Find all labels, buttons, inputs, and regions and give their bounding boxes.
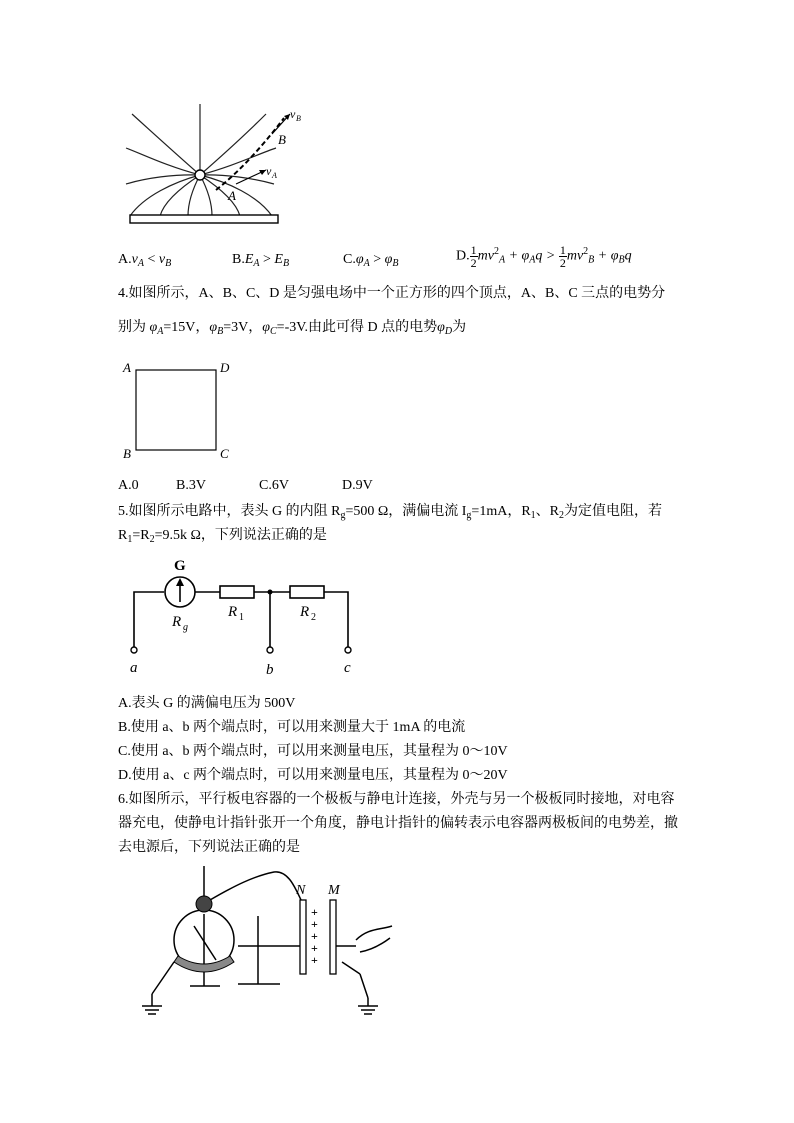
q4-stem-line1: 4.如图所示，A、B、C、D 是匀强电场中一个正方形的四个顶点，A、B、C 三点的电势分 [118, 286, 666, 301]
q3-option-a: $A.v_A < v_B$ [118, 252, 172, 269]
q5-option-b: B.使用 a、b 两个端点时，可以用来测量大于 1mA 的电流 [118, 720, 466, 735]
q3-option-c: $C.\varphi_A > \varphi_B$ [343, 252, 399, 269]
q5-fig-b: b [266, 662, 274, 678]
q4-square-figure [118, 358, 238, 464]
q5-fig-a: a [130, 660, 138, 676]
q6-fig-M: M [328, 883, 340, 898]
svg-text:+: + [311, 929, 318, 943]
q5-fig-R2: R [300, 604, 310, 620]
svg-text:+: + [311, 917, 318, 931]
q5-circuit-figure [120, 552, 360, 682]
svg-text:+: + [311, 941, 318, 955]
q6-stem-line3: 去电源后，下列说法正确的是 [118, 840, 300, 855]
q5-stem-line1: 5.如图所示电路中，表头 G 的内阻 $R_g=500$ Ω，满偏电流 $I_g=1mA$，$R_1$、$R_2$为定值电阻，若 [118, 504, 662, 521]
q6-fig-N: N [296, 883, 306, 898]
q4-fig-C: C [220, 446, 229, 461]
q6-fig-charges [311, 905, 318, 967]
q3-fig-label-A: A [228, 188, 236, 203]
q5-fig-Rg-sub: g [183, 622, 188, 633]
q4-option-d: D.9V [342, 478, 373, 493]
q3-fig-label-vA: v [266, 164, 272, 178]
q4-fig-A: A [123, 360, 131, 375]
q4-option-a: A.0 [118, 478, 139, 493]
q5-fig-R1: R [228, 604, 238, 620]
q6-stem-line1: 6.如图所示，平行板电容器的一个极板与静电计连接，外壳与另一个极板同时接地，对电容 [118, 792, 675, 807]
q3-fig-label-B: B [278, 132, 286, 147]
q5-fig-G: G [174, 558, 186, 574]
q5-fig-Rg: R [172, 614, 182, 630]
q4-fig-B: B [123, 446, 131, 461]
q3-option-b: $B.E_A > E_B$ [232, 252, 290, 269]
q3-field-figure [124, 104, 324, 232]
svg-text:+: + [311, 905, 318, 919]
q4-stem-line2: 别为 $\varphi_A=15V$，$\varphi_B=3V$，$\varphi_C=-3V$.由此可得 D 点的电势$\varphi_D$为 [118, 320, 467, 337]
q6-stem-line2: 器充电，使静电计指针张开一个角度，静电计指针的偏转表示电容器两极板间的电势差，撤 [118, 816, 678, 831]
q4-fig-D: D [220, 360, 230, 375]
q5-option-c: C.使用 a、b 两个端点时，可以用来测量电压，其量程为 0～10V [118, 744, 508, 759]
q5-option-d: D.使用 a、c 两个端点时，可以用来测量电压，其量程为 0～20V [118, 768, 508, 783]
q5-stem-line2: $R_1=R_2=9.5k$ Ω，下列说法正确的是 [118, 528, 327, 545]
q3-fig-label-vB: v [290, 107, 296, 121]
q3-fig-label-vA-sub: A [272, 171, 277, 180]
q5-fig-R2-sub: 2 [311, 612, 316, 623]
q5-fig-c: c [344, 660, 351, 676]
q6-electroscope-figure [124, 866, 400, 1016]
q3-option-d: D. $\frac{1}{2}$ $mv^2_A + \varphi_Aq$ > $\frac{1}{2}$ $mv^2_B + \varphi_Bq$ [456, 243, 632, 270]
svg-text:+: + [311, 953, 318, 967]
q4-option-b: B.3V [176, 478, 206, 493]
q5-option-a: A.表头 G 的满偏电压为 500V [118, 696, 296, 711]
q4-option-c: C.6V [259, 478, 289, 493]
q5-fig-R1-sub: 1 [239, 612, 244, 623]
q3-fig-label-vB-sub: B [296, 114, 301, 123]
